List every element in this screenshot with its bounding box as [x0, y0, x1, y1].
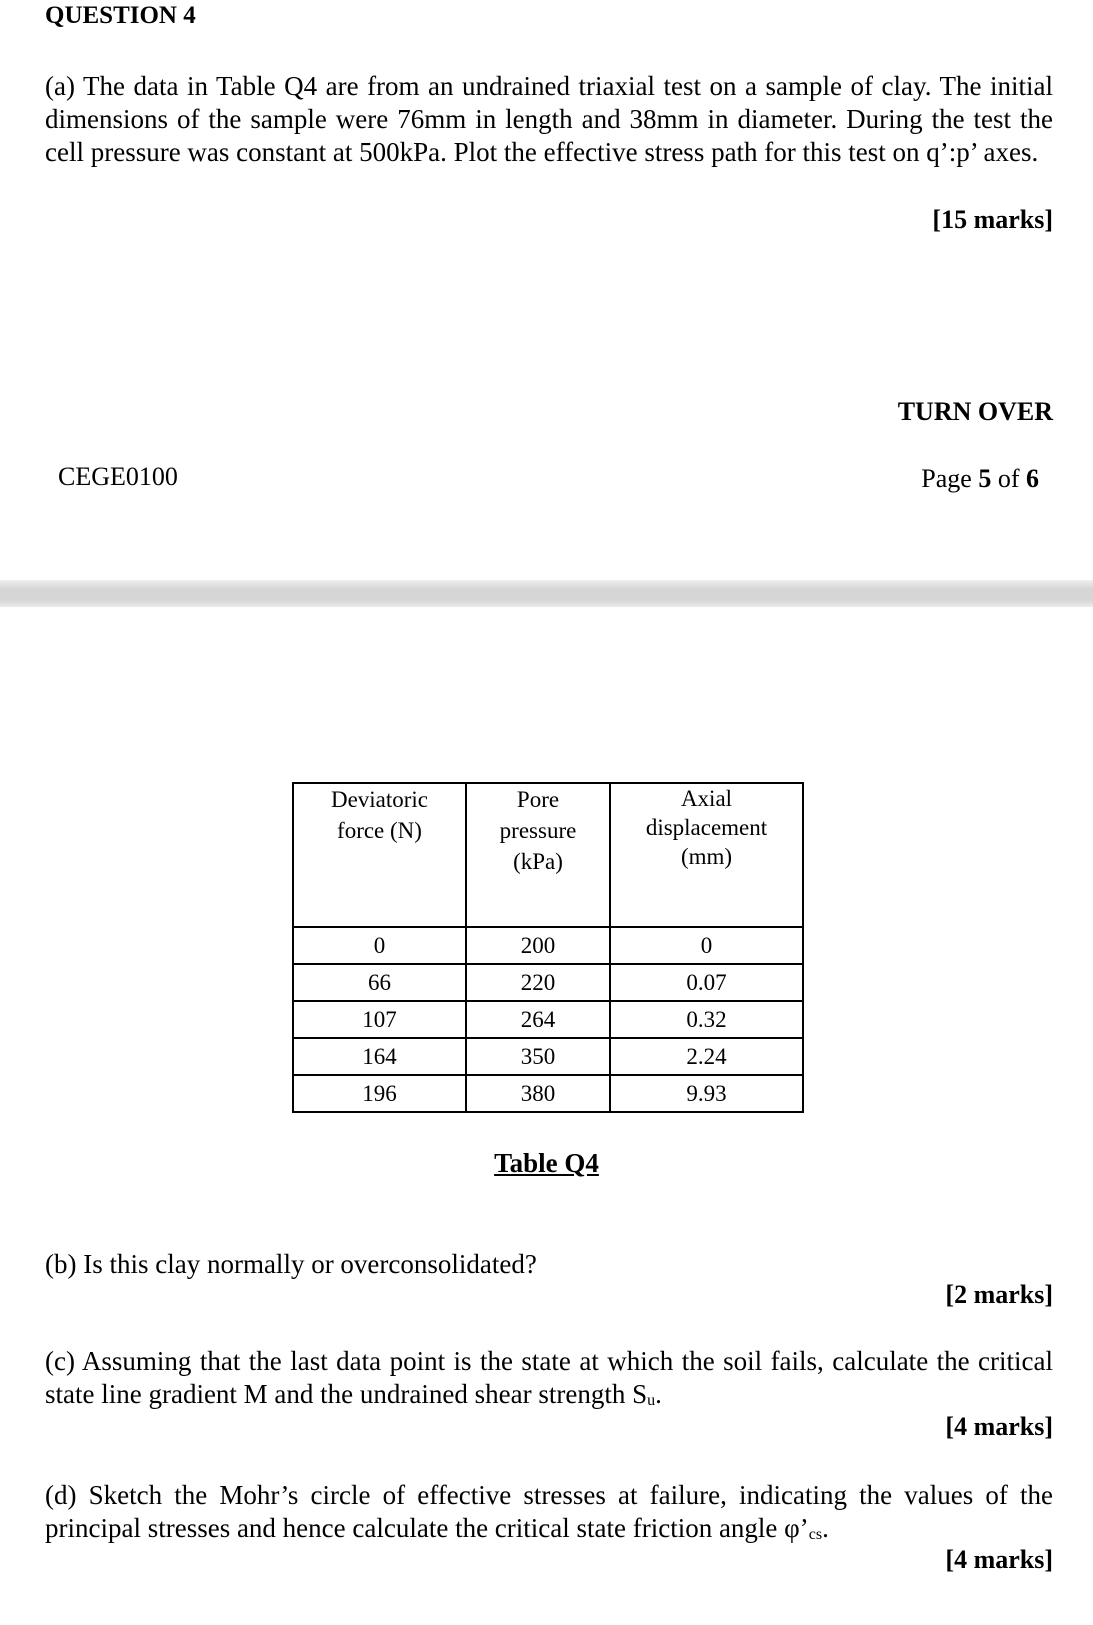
page-total: 6: [1026, 464, 1039, 493]
cell-pore-pressure: 220: [466, 964, 610, 1001]
page-current: 5: [978, 464, 992, 493]
header-line: Pore: [516, 787, 560, 812]
cell-pore-pressure: 380: [466, 1075, 610, 1112]
page-number: [921, 464, 1039, 494]
cell-force: 196: [293, 1075, 466, 1112]
part-d-text: [45, 1479, 1053, 1551]
cell-displacement: 0: [610, 927, 803, 964]
part-d-subscript: cs: [808, 1526, 823, 1543]
data-table-q4: [292, 782, 804, 1113]
cell-pore-pressure: 200: [466, 927, 610, 964]
part-a-marks: [15 marks]: [932, 205, 1053, 234]
header-line: (kPa): [513, 849, 563, 874]
header-line: (mm): [680, 844, 733, 869]
header-line: Axial: [680, 786, 733, 811]
cell-displacement: 0.07: [610, 964, 803, 1001]
part-c-subscript: u: [647, 1392, 656, 1409]
part-a-text: (a) The data in Table Q4 are from an undrained triaxial test on a sample of clay. The initial dimensions of the sample were 76mm in length and 38mm in diameter. During the test the cell pressure was constant at 500kPa. Plot the effective stress path for this test on q’:p’ axes.: [45, 71, 1053, 167]
part-b-marks: [2 marks]: [945, 1280, 1053, 1309]
part-d-body: (d) Sketch the Mohr’s circle of effective stresses at failure, indicating the values of the principal stresses and hence calculate the critical state friction angle φ’: [45, 1480, 1053, 1543]
header-line: force (N): [337, 818, 422, 843]
cell-force: 107: [293, 1001, 466, 1038]
header-line: Deviatoric: [330, 787, 429, 812]
turn-over-label: TURN OVER: [897, 397, 1053, 426]
table-header-row: [293, 783, 803, 927]
table-caption: Table Q4: [494, 1148, 599, 1178]
part-c-body: (c) Assuming that the last data point is the state at which the soil fails, calculate the critical state line gradient M and the undrained shear strength S: [45, 1346, 1053, 1409]
part-c-text: [45, 1345, 1053, 1417]
header-pore-pressure: [466, 783, 610, 927]
part-d-end: .: [822, 1513, 829, 1543]
cell-pore-pressure: 264: [466, 1001, 610, 1038]
part-d-marks: [4 marks]: [945, 1545, 1053, 1574]
header-deviatoric-force: [293, 783, 466, 927]
table-row: [293, 1038, 803, 1075]
page-prefix: Page: [921, 464, 979, 493]
table-row: [293, 1001, 803, 1038]
header-axial-displacement: [610, 783, 803, 927]
header-line: displacement: [645, 815, 768, 840]
page-of: of: [991, 464, 1026, 493]
question-heading: QUESTION 4: [45, 2, 196, 29]
cell-pore-pressure: 350: [466, 1038, 610, 1075]
cell-displacement: 2.24: [610, 1038, 803, 1075]
cell-force: 66: [293, 964, 466, 1001]
page-separator: [0, 580, 1093, 607]
table-row: [293, 1075, 803, 1112]
part-c-end: .: [655, 1379, 662, 1409]
cell-force: 164: [293, 1038, 466, 1075]
header-line: pressure: [499, 818, 577, 843]
table-row: [293, 964, 803, 1001]
part-b-text: (b) Is this clay normally or overconsolidated?: [45, 1249, 537, 1279]
cell-displacement: 0.32: [610, 1001, 803, 1038]
part-c-marks: [4 marks]: [945, 1412, 1053, 1441]
cell-displacement: 9.93: [610, 1075, 803, 1112]
table-row: [293, 927, 803, 964]
course-code: CEGE0100: [58, 462, 178, 491]
cell-force: 0: [293, 927, 466, 964]
